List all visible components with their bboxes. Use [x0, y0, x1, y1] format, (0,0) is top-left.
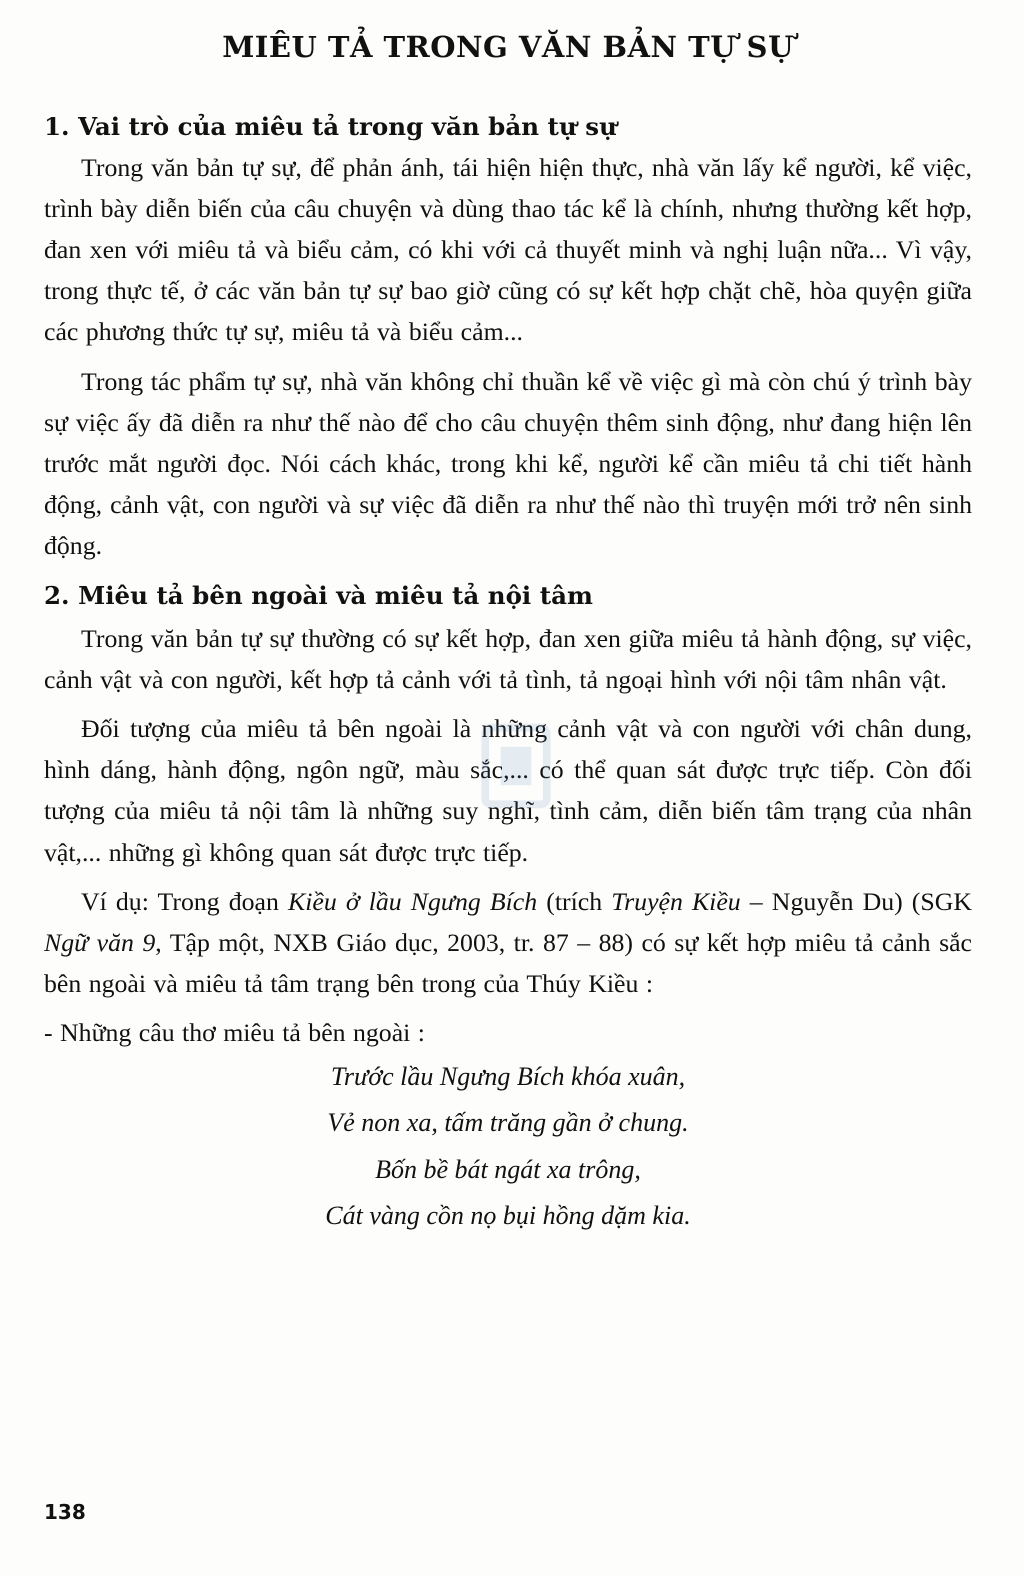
- section-2-heading: 2. Miêu tả bên ngoài và miêu tả nội tâm: [44, 580, 593, 610]
- section-1-paragraph: Trong tác phẩm tự sự, nhà văn không chỉ thuần kể về việc gì mà còn chú ý trình bày sự việc ấy đã diễn ra như thế nào để cho câu chuyện thêm sinh động, như đang hiện lên trước mắt người đọc. Nói cách khác, trong khi kể, người kể cần miêu tả chi tiết hành động, cảnh vật, con người và sự việc đã diễn ra như thế nào thì truyện mới trở nên sinh động.: [44, 366, 972, 561]
- section-1-heading: 1. Vai trò của miêu tả trong văn bản tự sự: [44, 111, 617, 141]
- excerpt-title: Kiều ở lầu Ngưng Bích: [288, 886, 538, 916]
- poem-intro: - Những câu thơ miêu tả bên ngoài :: [44, 1018, 425, 1048]
- example-mid-1: (trích: [537, 886, 612, 916]
- page-title: MIÊU TẢ TRONG VĂN BẢN TỰ SỰ: [222, 30, 794, 64]
- poem-line: Cát vàng cồn nọ bụi hồng dặm kia.: [325, 1201, 691, 1231]
- section-2-paragraph: Đối tượng của miêu tả bên ngoài là những cảnh vật và con người với chân dung, hình dáng, hành động, ngôn ngữ, màu sắc,... có thể quan sát được trực tiếp. Còn đối tượng của miêu tả nội tâm là những suy nghĩ, tình cảm, diễn biến tâm trạng của nhân vật,... những gì không quan sát được trực tiếp.: [44, 713, 972, 867]
- section-2-paragraph: Trong văn bản tự sự thường có sự kết hợp, đan xen giữa miêu tả hành động, sự việc, cảnh vật và con người, kết hợp tả cảnh với tả tình, tả ngoại hình với nội tâm nhân vật.: [44, 623, 972, 694]
- work-title: Truyện Kiều: [611, 886, 741, 916]
- example-tail: , Tập một, NXB Giáo dục, 2003, tr. 87 – 88) có sự kết hợp miêu tả cảnh sắc bên ngoài và miêu tả tâm trạng bên trong của Thúy Kiều :: [44, 927, 973, 999]
- page-number: 138: [44, 1500, 86, 1524]
- example-lead: Ví dụ: Trong đoạn: [81, 886, 288, 916]
- section-1: [44, 111, 972, 567]
- textbook-page: [44, 30, 972, 1240]
- example-mid-2: – Nguyễn Du) (SGK: [740, 886, 973, 916]
- section-2: [44, 580, 972, 1240]
- example-paragraph: [44, 881, 972, 1005]
- textbook-title: Ngữ văn 9: [44, 927, 156, 957]
- poem-line: Vẻ non xa, tấm trăng gần ở chung.: [327, 1108, 689, 1138]
- section-1-paragraph: Trong văn bản tự sự, để phản ánh, tái hiện hiện thực, nhà văn lấy kể người, kể việc, trình bày diễn biến của câu chuyện và dùng thao tác kể là chính, nhưng thường kết hợp, đan xen với miêu tả và biểu cảm, có khi với cả thuyết minh và nghị luận nữa... Vì vậy, trong thực tế, ở các văn bản tự sự bao giờ cũng có sự kết hợp chặt chẽ, hòa quyện giữa các phương thức tự sự, miêu tả và biểu cảm...: [44, 152, 972, 347]
- poem-line: Trước lầu Ngưng Bích khóa xuân,: [330, 1061, 686, 1091]
- poem: [44, 1054, 972, 1240]
- poem-line: Bốn bề bát ngát xa trông,: [375, 1154, 641, 1184]
